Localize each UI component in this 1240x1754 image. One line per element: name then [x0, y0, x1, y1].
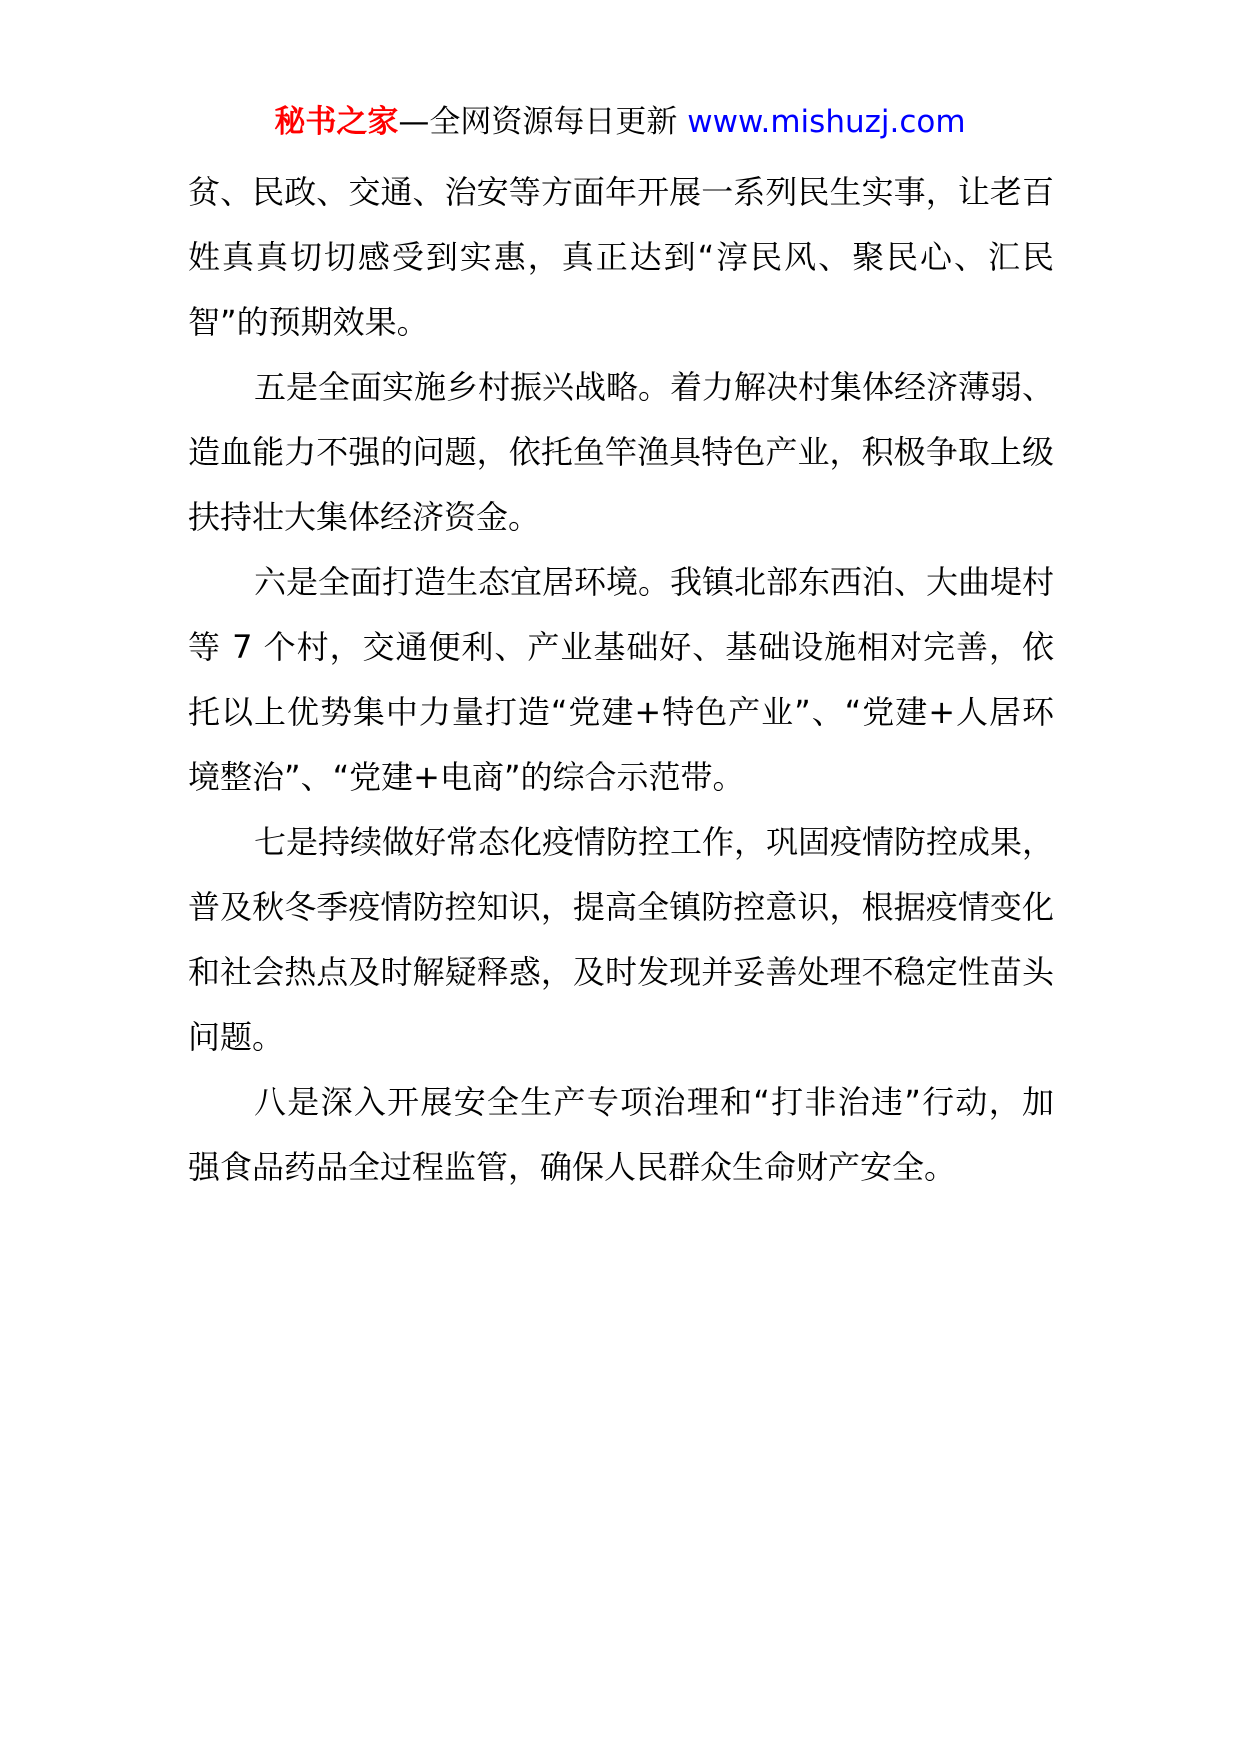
website-link[interactable]: www.mishuzj.com: [687, 104, 966, 140]
paragraph-item-6: 六是全面打造生态宜居环境。我镇北部东西泊、大曲堤村等 7 个村，交通便利、产业基础好、基础设施相对完善，依托以上优势集中力量打造“党建+特色产业”、“党建+人居环境整治”、“党建+电商”的综合示范带。: [188, 563, 1055, 796]
paragraph-item-8: 八是深入开展安全生产专项治理和“打非治违”行动，加强食品药品全过程监管，确保人民群众生命财产安全。: [188, 1083, 1054, 1186]
brand-name: 秘书之家: [274, 104, 399, 140]
paragraph-continued: 贫、民政、交通、治安等方面年开展一系列民生实事，让老百姓真真切切感受到实惠，真正达到“淳民风、聚民心、汇民智”的预期效果。: [188, 173, 1054, 341]
document-body: [188, 160, 1054, 1200]
paragraph-item-7: 七是持续做好常态化疫情防控工作，巩固疫情防控成果，普及秋冬季疫情防控知识，提高全镇防控意识，根据疫情变化和社会热点及时解疑释惑，及时发现并妥善处理不稳定性苗头问题。: [188, 823, 1055, 1056]
header-slogan: —全网资源每日更新: [398, 104, 688, 140]
page-header: [0, 100, 1240, 144]
paragraph-item-5: 五是全面实施乡村振兴战略。着力解决村集体经济薄弱、造血能力不强的问题，依托鱼竿渔具特色产业，积极争取上级扶持壮大集体经济资金。: [188, 368, 1055, 536]
